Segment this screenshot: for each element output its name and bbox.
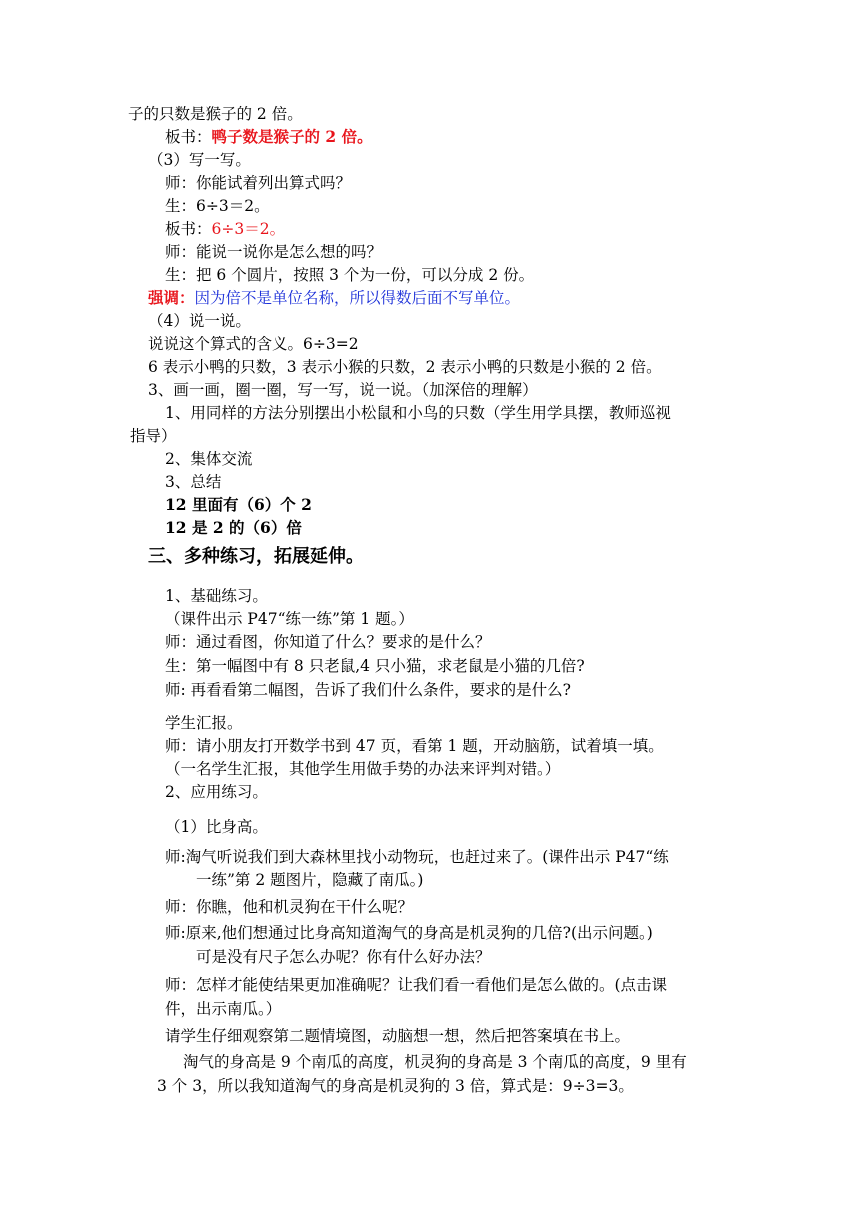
text-line: （一名学生汇报，其他学生用做手势的办法来评判对错。） — [165, 760, 561, 778]
teacher-line-cont: 一练”第 2 题图片，隐藏了南瓜。) — [196, 871, 424, 889]
text-line: 1、用同样的方法分别摆出小松鼠和小鸟的只数（学生用学具摆，教师巡视 — [165, 404, 671, 422]
section-heading: 三、多种练习，拓展延伸。 — [148, 546, 364, 567]
text-line: （课件出示 P47“练一练”第 1 题。） — [165, 610, 414, 628]
teacher-line: 师：你能试着列出算式吗？ — [165, 174, 352, 192]
text-line: 子的只数是猴子的 2 倍。 — [128, 105, 303, 123]
text-line: 2、集体交流 — [165, 450, 253, 468]
step-heading: （3）写一写。 — [148, 151, 251, 169]
board-label: 板书： — [165, 128, 212, 146]
text-line: 6 表示小鸭的只数，3 表示小猴的只数，2 表示小鸭的只数是小猴的 2 倍。 — [148, 358, 662, 376]
text-line: 淘气的身高是 9 个南瓜的高度，机灵狗的身高是 3 个南瓜的高度，9 里有 — [183, 1053, 687, 1071]
student-line: 生：6÷3＝2。 — [165, 197, 270, 215]
board-label: 板书： — [165, 220, 212, 238]
teacher-line: 师：怎样才能使结果更加准确呢？让我们看一看他们是怎么做的。(点击课 — [165, 976, 668, 994]
text-line: 请学生仔细观察第二题情境图，动脑想一想，然后把答案填在书上。 — [165, 1027, 631, 1045]
teacher-line: 师: 再看看第二幅图，告诉了我们什么条件，要求的是什么? — [165, 681, 571, 699]
text-line: 指导） — [130, 427, 177, 445]
teacher-line: 师：通过看图，你知道了什么？要求的是什么？ — [165, 633, 491, 651]
teacher-line: 师：能说一说你是怎么想的吗？ — [165, 243, 383, 261]
text-line: 学生汇报。 — [165, 714, 243, 732]
student-line: 生：第一幅图中有 8 只老鼠,4 只小猫，求老鼠是小猫的几倍? — [165, 657, 585, 675]
text-line: 1、基础练习。 — [165, 587, 268, 605]
summary-line: 12 是 2 的（6）倍 — [165, 518, 302, 537]
step-heading: （4）说一说。 — [148, 312, 251, 330]
step-heading: 3、画一画，圈一圈，写一写，说一说。（加深倍的理解） — [148, 381, 538, 399]
text-line: （1）比身高。 — [165, 818, 268, 836]
teacher-line: 师：你瞧，他和机灵狗在干什么呢？ — [165, 898, 414, 916]
board-text: 6÷3＝2。 — [211, 220, 286, 238]
teacher-line-cont: 件，出示南瓜。） — [165, 1000, 282, 1018]
text-line: 3、总结 — [165, 473, 222, 491]
board-note-line — [165, 218, 285, 240]
emphasis-line — [148, 287, 520, 309]
emphasis-label: 强调： — [148, 288, 195, 307]
summary-line: 12 里面有（6）个 2 — [165, 495, 312, 514]
teacher-line: 师:原来,他们想通过比身高知道淘气的身高是机灵狗的几倍?(出示问题。) — [165, 924, 653, 942]
emphasis-text: 因为倍不是单位名称，所以得数后面不写单位。 — [194, 289, 521, 307]
text-line: 3 个 3，所以我知道淘气的身高是机灵狗的 3 倍，算式是：9÷3=3。 — [157, 1077, 634, 1095]
text-line: 2、应用练习。 — [165, 783, 268, 801]
teacher-line: 师：请小朋友打开数学书到 47 页，看第 1 题，开动脑筋，试着填一填。 — [165, 737, 664, 755]
text-line: 说说这个算式的含义。6÷3=2 — [148, 335, 359, 353]
board-text: 鸭子数是猴子的 2 倍。 — [211, 127, 373, 146]
teacher-line: 师:淘气听说我们到大森林里找小动物玩，也赶过来了。(课件出示 P47“练 — [165, 848, 669, 866]
board-note-line — [165, 126, 373, 148]
student-line: 生：把 6 个圆片，按照 3 个为一份，可以分成 2 份。 — [165, 266, 535, 284]
teacher-line-cont: 可是没有尺子怎么办呢？你有什么好办法？ — [196, 948, 491, 966]
